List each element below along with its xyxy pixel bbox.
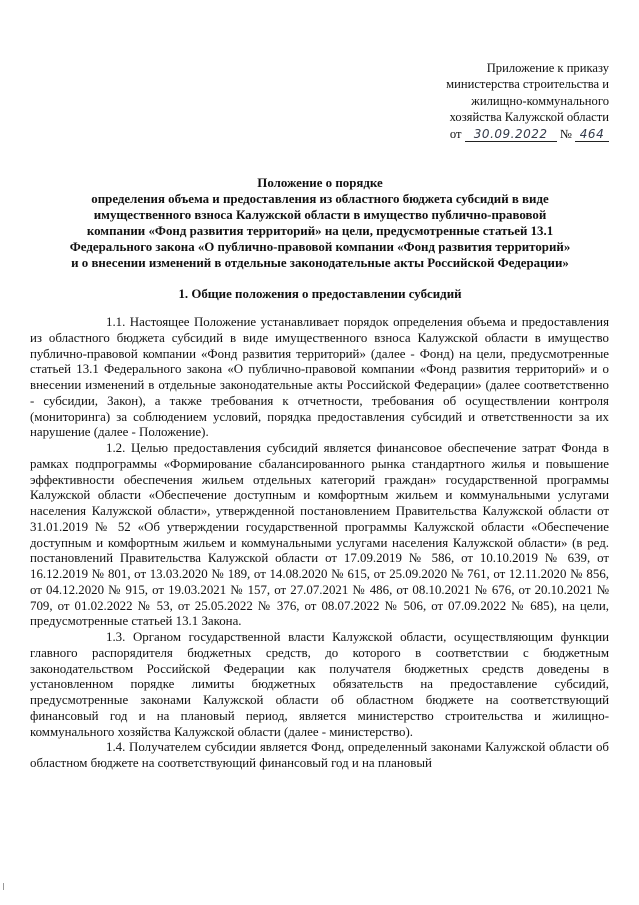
appendix-line: хозяйства Калужской области	[449, 110, 609, 125]
handwritten-number: 464	[575, 128, 609, 142]
paragraph-1-4: 1.4. Получателем субсидии является Фонд, определенный законами Калужской области об областном бюджете на соответствующий финансовый год и на плановый	[30, 740, 609, 770]
handwritten-date: 30.09.2022	[465, 128, 557, 142]
title-line: имущественного взноса Калужской области в имущество публично-правовой	[93, 208, 547, 223]
number-label: №	[559, 126, 572, 141]
scan-edge-mark	[3, 883, 4, 890]
document-body	[30, 315, 609, 772]
title-line: определения объема и предоставления из областного бюджета субсидий в виде	[91, 192, 549, 207]
title-line: и о внесении изменений в отдельные законодательные акты Российской Федерации»	[71, 256, 569, 271]
document-title	[30, 175, 610, 272]
ot-label: от	[449, 126, 462, 141]
title-line: Федерального закона «О публично-правовой компании «Фонд развития территорий»	[69, 240, 571, 255]
paragraph-1-3: 1.3. Органом государственной власти Калужской области, осуществляющим функции главного распорядителя бюджетных средств, до которого в соответствии с бюджетным законодательством Российской Федерации как получателя бюджетных средств доведены в установленном порядке лимиты бюджетных обязательств на предоставление субсидий, предусмотренные законами Калужской области об областном бюджете на соответствующий финансовый год и на плановый период, является министерство строительства и жилищно-коммунального хозяйства Калужской области (далее - министерство).	[30, 630, 609, 739]
paragraph-1-2: 1.2. Целью предоставления субсидий является финансовое обеспечение затрат Фонда в рамках подпрограммы «Формирование сбалансированного рынка стандартного жилья и повышение эффективности обеспечения жильем отдельных категорий граждан» государственной программы Калужской области «Обеспечение доступным и комфортным жильем и коммунальными услугами населения Калужской области», утвержденной постановлением Правительства Калужской области от 31.01.2019 № 52 «Об утверждении государственной программы Калужской области «Обеспечение доступным и комфортным жильем и коммунальными услугами населения Калужской области» (в ред. постановлений Правительства Калужской области от 17.09.2019 № 586, от 10.10.2019 № 639, от 16.12.2019 № 801, от 13.03.2020 № 189, от 14.08.2020 № 615, от 25.09.2020 № 761, от 12.11.2020 № 856, от 04.12.2020 № 915, от 19.03.2021 № 157, от 27.07.2021 № 486, от 08.10.2021 № 676, от 20.10.2021 № 709, от 01.02.2022 № 53, от 25.05.2022 № 376, от 08.07.2022 № 506, от 07.09.2022 № 685), на цели, предусмотренные статьей 13.1 Закона.	[30, 441, 609, 629]
section-heading: 1. Общие положения о предоставлении субсидий	[178, 287, 462, 301]
appendix-line: жилищно-коммунального	[471, 93, 609, 108]
appendix-header	[446, 60, 609, 142]
appendix-line: Приложение к приказу	[486, 61, 609, 75]
title-line: компании «Фонд развития территорий» на цели, предусмотренные статьей 13.1	[86, 224, 554, 239]
paragraph-1-1: 1.1. Настоящее Положение устанавливает порядок определения объема и предоставления из областного бюджета субсидий в виде имущественного взноса Калужской области в имущество публично-правовой компании «Фонд развития территорий» (далее - Фонд) на цели, предусмотренные статьей 13.1 Федерального закона «О публично-правовой компании «Фонд развития территорий» и о внесении изменений в отдельные законодательные акты Российской Федерации» (далее соответственно - субсидии, Закон), а также требования к отчетности, требования об осуществлении контроля (мониторинга) за соблюдением условий, порядка предоставления субсидий и ответственности за их нарушение (далее - Положение).	[30, 315, 609, 440]
title-line: Положение о порядке	[257, 176, 383, 190]
order-date-number-line	[446, 126, 609, 142]
appendix-line: министерства строительства и	[446, 77, 609, 92]
